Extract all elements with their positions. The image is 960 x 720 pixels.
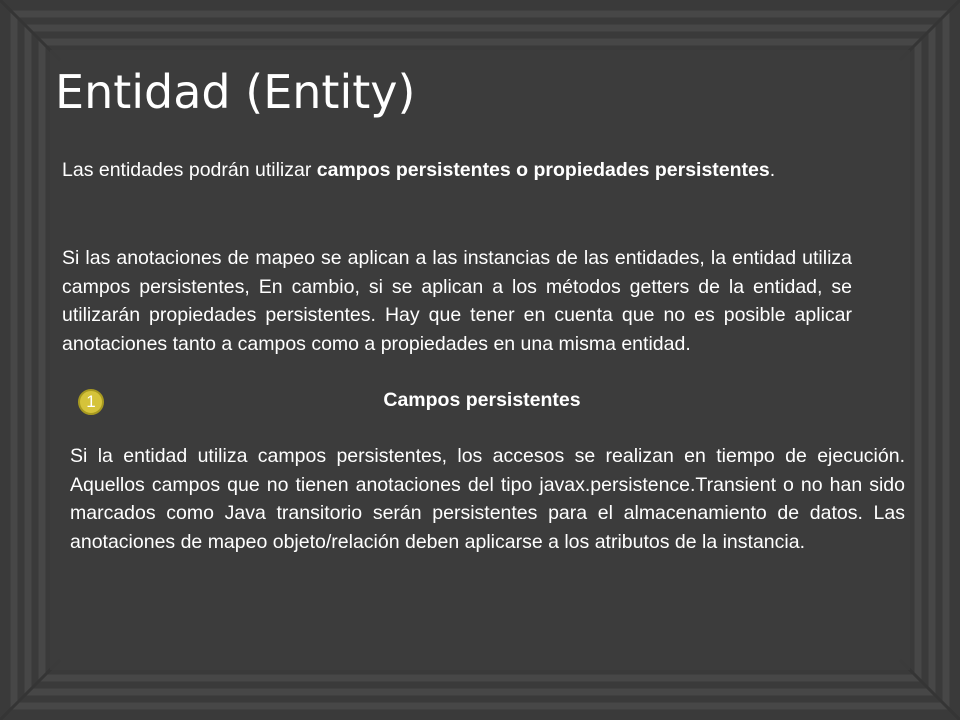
annotations-paragraph: Si las anotaciones de mapeo se aplican a las instancias de las entidades, la entidad utiliza campos persistentes, En cambio, si se aplican a los métodos getters de la entidad, se utilizarán propiedades persistentes. Hay que tener en cuenta que no es posible aplicar anotaciones tanto a campos como a propiedades en una misma entidad.	[62, 247, 852, 355]
number-badge: 1	[78, 389, 104, 415]
intro-paragraph	[62, 156, 852, 185]
section-title: Campos persistentes	[383, 389, 581, 411]
intro-bold-text: campos persistentes o propiedades persistentes	[316, 159, 770, 181]
persistent-fields-paragraph: Si la entidad utiliza campos persistentes, los accesos se realizan en tiempo de ejecución. Aquellos campos que no tienen anotaciones del tipo javax.persistence.Transient o no han sido marcados como Java transitorio serán persistentes para el almacenamiento de datos. Las anotaciones de mapeo objeto/relación deben aplicarse a los atributos de la instancia.	[70, 445, 905, 553]
intro-text-end: .	[769, 159, 776, 181]
intro-text-start: Las entidades podrán utilizar	[62, 159, 317, 181]
slide-title: Entidad (Entity)	[55, 65, 416, 119]
